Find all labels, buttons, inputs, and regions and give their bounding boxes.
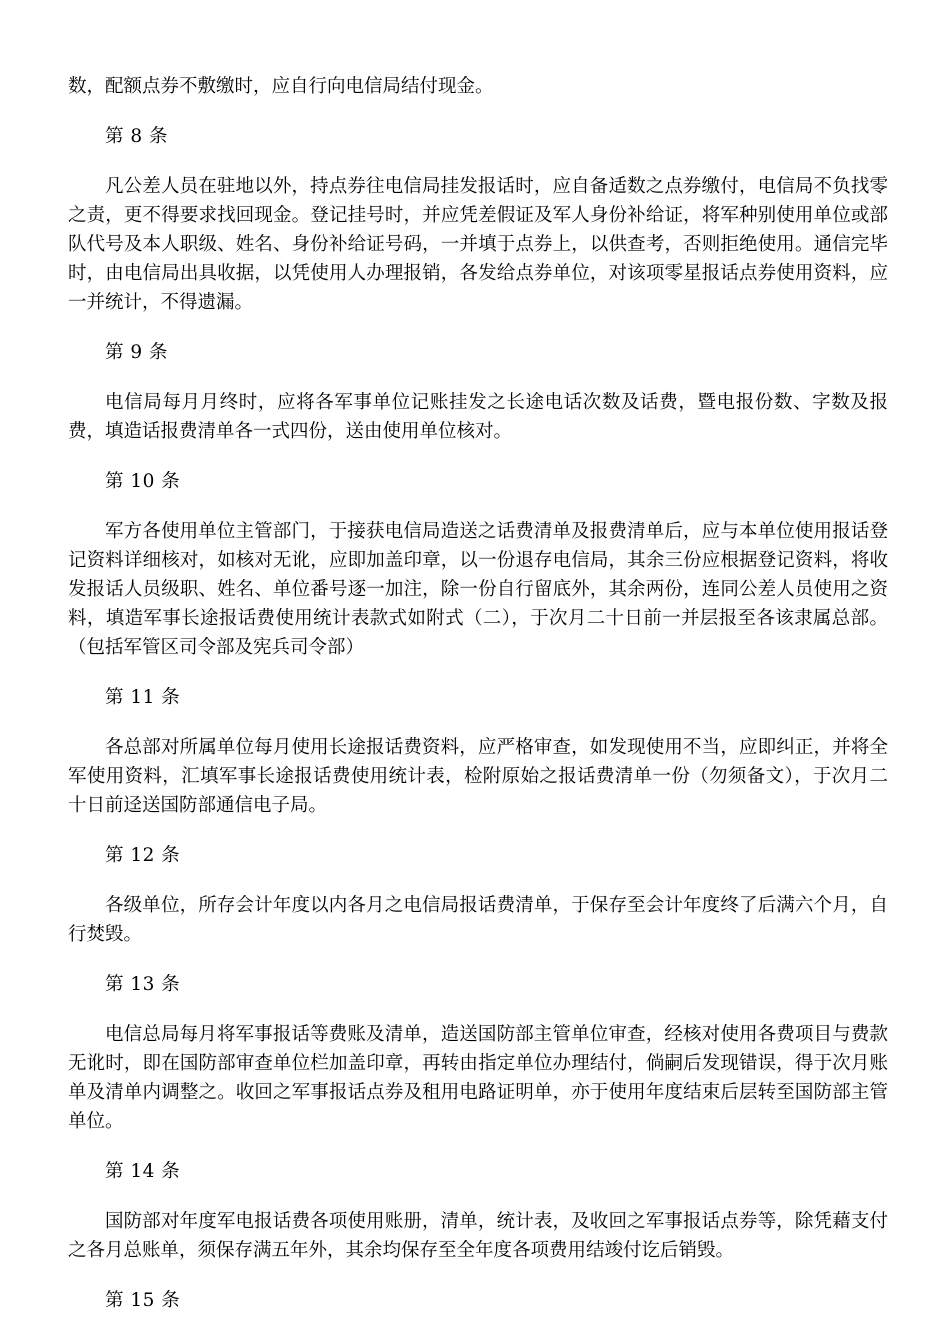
intro-paragraph: 数，配额点券不敷缴时，应自行向电信局结付现金。: [68, 76, 494, 97]
article-15-heading: 第 15 条: [105, 1290, 181, 1311]
article-14-heading: 第 14 条: [105, 1161, 181, 1182]
article-12-body: 各级单位，所存会计年度以内各月之电信局报话费清单，于保存至会计年度终了后满六个月，自行焚毁。: [68, 895, 888, 945]
document-body: [68, 72, 888, 1315]
article-9-body: 电信局每月月终时，应将各军事单位记账挂发之长途电话次数及话费，暨电报份数、字数及报费，填造话报费清单各一式四份，送由使用单位核对。: [68, 392, 888, 442]
article-10-body: 军方各使用单位主管部门，于接获电信局造送之话费清单及报费清单后，应与本单位使用报话登记资料详细核对，如核对无讹，应即加盖印章，以一份退存电信局，其余三份应根据登记资料，将收发报话人员级职、姓名、单位番号逐一加注，除一份自行留底外，其余两份，连同公差人员使用之资料，填造军事长途报话费使用统计表款式如附式（二），于次月二十日前一并层报至各该隶属总部。（包括军管区司令部及宪兵司令部）: [68, 521, 888, 658]
article-8-heading: 第 8 条: [105, 126, 169, 147]
article-9-heading: 第 9 条: [105, 342, 169, 363]
article-13-heading: 第 13 条: [105, 974, 181, 995]
article-14-body: 国防部对年度军电报话费各项使用账册，清单，统计表，及收回之军事报话点券等，除凭藉支付之各月总账单，须保存满五年外，其余均保存至全年度各项费用结竣付讫后销毁。: [68, 1211, 888, 1261]
article-13-body: 电信总局每月将军事报话等费账及清单，造送国防部主管单位审查，经核对使用各费项目与费款无讹时，即在国防部审查单位栏加盖印章，再转由指定单位办理结付，倘嗣后发现错误，得于次月账单及清单内调整之。收回之军事报话点券及租用电路证明单，亦于使用年度结束后层转至国防部主管单位。: [68, 1024, 888, 1132]
article-11-body: 各总部对所属单位每月使用长途报话费资料，应严格审查，如发现使用不当，应即纠正，并将全军使用资料，汇填军事长途报话费使用统计表，检附原始之报话费清单一份（勿须备文），于次月二十日前迳送国防部通信电子局。: [68, 737, 888, 816]
article-8-body: 凡公差人员在驻地以外，持点券往电信局挂发报话时，应自备适数之点券缴付，电信局不负找零之责，更不得要求找回现金。登记挂号时，并应凭差假证及军人身份补给证，将军种别使用单位或部队代号及本人职级、姓名、身份补给证号码，一并填于点券上，以供查考，否则拒绝使用。通信完毕时，由电信局出具收据，以凭使用人办理报销，各发给点券单位，对该项零星报话点券使用资料，应一并统计，不得遗漏。: [68, 176, 888, 313]
article-11-heading: 第 11 条: [105, 687, 181, 708]
article-12-heading: 第 12 条: [105, 845, 181, 866]
article-10-heading: 第 10 条: [105, 471, 181, 492]
